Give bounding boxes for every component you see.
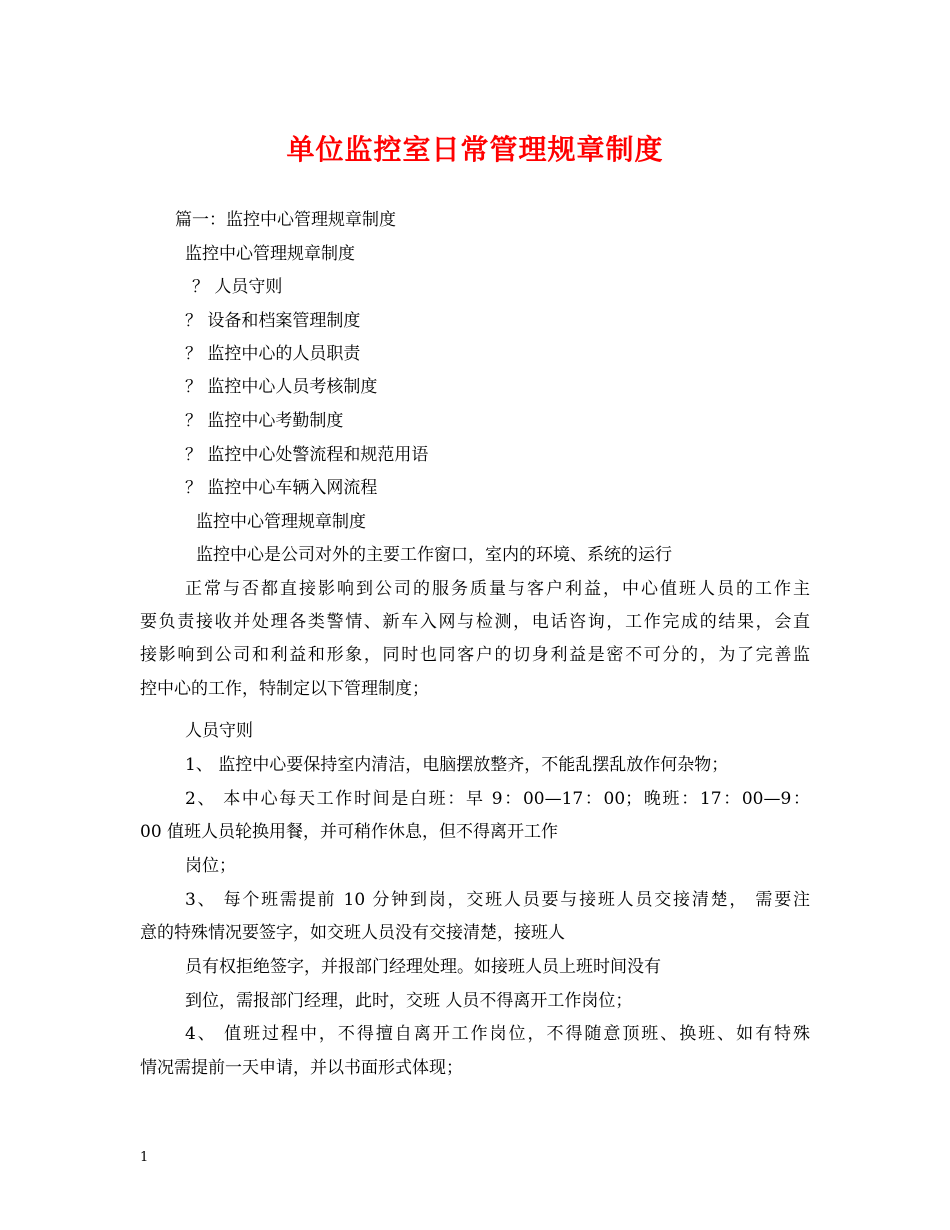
section-heading: 监控中心管理规章制度 bbox=[185, 244, 355, 264]
rule-item-continued: 岗位； bbox=[185, 856, 236, 876]
section-heading: 监控中心管理规章制度 bbox=[196, 512, 366, 532]
document-title: 单位监控室日常管理规章制度 bbox=[286, 133, 664, 166]
rule-item: 3、 每个班需提前 10 分钟到岗，交班人员要与接班人员交接清楚， 需要注 bbox=[185, 890, 810, 910]
rule-item-continued: 意的特殊情况要签字，如交班人员没有交接清楚，接班人 bbox=[140, 923, 565, 943]
rule-item-continued: 到位，需报部门经理，此时，交班 人员不得离开工作岗位； bbox=[185, 991, 633, 1011]
subsection-heading: 人员守则 bbox=[185, 721, 253, 741]
toc-item: ？ 监控中心的人员职责 bbox=[185, 344, 361, 364]
rule-item-continued: 情况需提前一天申请，并以书面形式体现； bbox=[140, 1058, 463, 1078]
rule-item-continued: 00 值班人员轮换用餐，并可稍作休息，但不得离开工作 bbox=[140, 822, 559, 842]
rule-item-continued: 员有权拒绝签字，并报部门经理处理。如接班人员上班时间没有 bbox=[185, 957, 661, 977]
toc-item: ？ 监控中心处警流程和规范用语 bbox=[185, 445, 429, 465]
toc-item: ？ 监控中心人员考核制度 bbox=[185, 377, 378, 397]
rule-item: 4、 值班过程中，不得擅自离开工作岗位，不得随意顶班、换班、如有特殊 bbox=[185, 1024, 810, 1044]
toc-item: ？ 监控中心考勤制度 bbox=[185, 411, 344, 431]
chapter-heading: 篇一：监控中心管理规章制度 bbox=[175, 210, 396, 230]
paragraph-line: 要负责接收并处理各类警情、新车入网与检测，电话咨询，工作完成的结果，会直 bbox=[140, 612, 810, 632]
paragraph-line: 接影响到公司和利益和形象，同时也同客户的切身利益是密不可分的，为了完善监 bbox=[140, 645, 810, 665]
paragraph-line: 控中心的工作，特制定以下管理制度； bbox=[140, 679, 429, 699]
paragraph-line: 正常与否都直接影响到公司的服务质量与客户利益，中心值班人员的工作主 bbox=[185, 579, 810, 599]
toc-item: ？ 监控中心车辆入网流程 bbox=[185, 478, 378, 498]
rule-item: 1、 监控中心要保持室内清洁，电脑摆放整齐，不能乱摆乱放作何杂物； bbox=[185, 755, 729, 775]
rule-item: 2、 本中心每天工作时间是白班：早 9：00—17：00；晚班：17：00—9： bbox=[185, 789, 810, 809]
toc-item: ？ 设备和档案管理制度 bbox=[185, 311, 361, 331]
toc-item: ？ 人员守则 bbox=[192, 277, 283, 297]
page-number: 1 bbox=[140, 1150, 149, 1165]
paragraph-line: 监控中心是公司对外的主要工作窗口，室内的环境、系统的运行 bbox=[196, 545, 672, 565]
